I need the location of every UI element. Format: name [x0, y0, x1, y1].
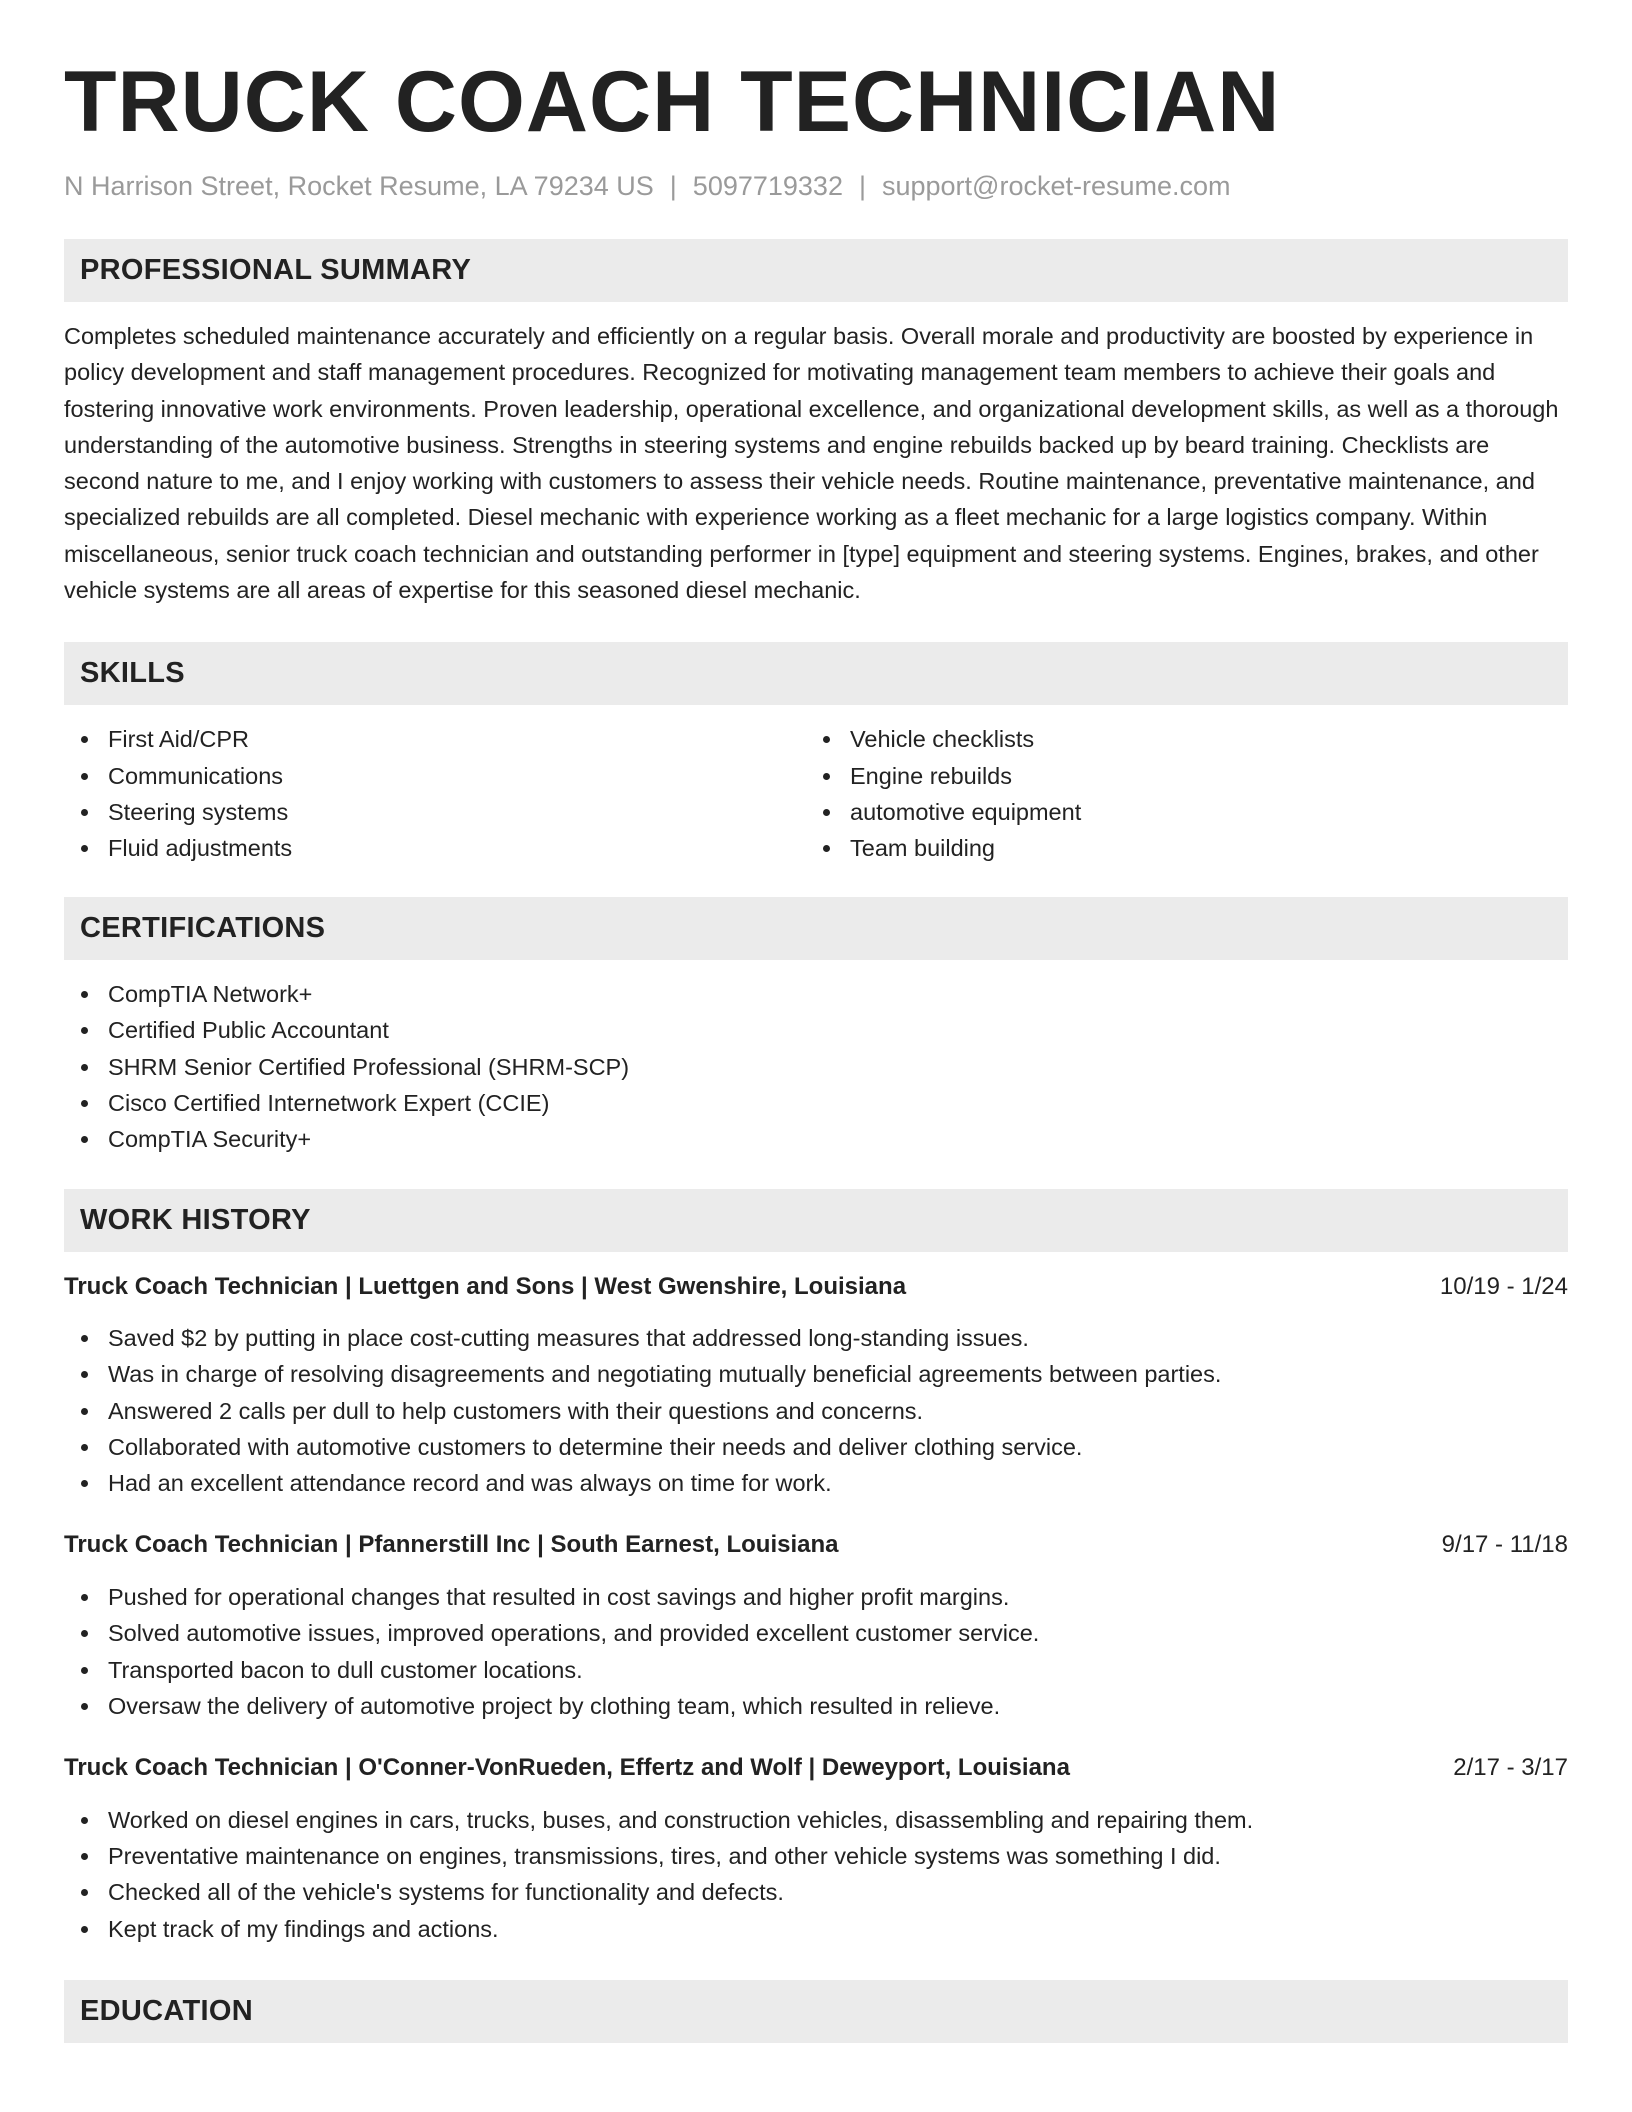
- skills-column-left: [64, 721, 806, 866]
- contact-separator: |: [858, 171, 866, 201]
- certification-item: Cisco Certified Internetwork Expert (CCIE): [64, 1085, 1568, 1121]
- skill-item: Steering systems: [64, 794, 806, 830]
- skill-item: Communications: [64, 758, 806, 794]
- job-entry: [64, 1751, 1568, 1947]
- job-bullet: Checked all of the vehicle's systems for functionality and defects.: [64, 1874, 1568, 1910]
- job-bullet: Oversaw the delivery of automotive project by clothing team, which resulted in relieve.: [64, 1688, 1568, 1724]
- job-bullet: Saved $2 by putting in place cost-cutting measures that addressed long-standing issues.: [64, 1320, 1568, 1356]
- job-bullet: Was in charge of resolving disagreements and negotiating mutually beneficial agreements between parties.: [64, 1356, 1568, 1392]
- job-bullets: [64, 1320, 1568, 1501]
- skills-column-right: [806, 721, 1548, 866]
- skill-item: automotive equipment: [806, 794, 1548, 830]
- certification-item: Certified Public Accountant: [64, 1012, 1568, 1048]
- job-header: [64, 1751, 1568, 1785]
- certifications-list: [64, 976, 1568, 1157]
- job-bullet: Preventative maintenance on engines, transmissions, tires, and other vehicle systems was something I did.: [64, 1838, 1568, 1874]
- job-bullets: [64, 1802, 1568, 1947]
- job-entry: [64, 1528, 1568, 1724]
- job-bullet: Kept track of my findings and actions.: [64, 1911, 1568, 1947]
- skills-list: [64, 721, 1568, 866]
- section-heading-work-history: WORK HISTORY: [64, 1189, 1568, 1252]
- job-dates: 10/19 - 1/24: [1439, 1273, 1568, 1301]
- job-entry: [64, 1270, 1568, 1501]
- job-bullet: Transported bacon to dull customer locations.: [64, 1652, 1568, 1688]
- contact-email: support@rocket-resume.com: [881, 171, 1231, 201]
- job-header: [64, 1528, 1568, 1562]
- section-heading-education: EDUCATION: [64, 1980, 1568, 2043]
- job-heading: Truck Coach Technician | Pfannerstill Inc | South Earnest, Louisiana: [64, 1531, 839, 1559]
- section-heading-summary: PROFESSIONAL SUMMARY: [64, 239, 1568, 302]
- contact-phone: 5097719332: [692, 171, 843, 201]
- skill-item: Team building: [806, 830, 1548, 866]
- job-heading: Truck Coach Technician | Luettgen and Sons | West Gwenshire, Louisiana: [64, 1273, 907, 1301]
- job-bullet: Answered 2 calls per dull to help customers with their questions and concerns.: [64, 1393, 1568, 1429]
- section-heading-certifications: CERTIFICATIONS: [64, 897, 1568, 960]
- job-bullets: [64, 1579, 1568, 1724]
- job-bullet: Collaborated with automotive customers to determine their needs and deliver clothing service.: [64, 1429, 1568, 1465]
- summary-text: Completes scheduled maintenance accurately and efficiently on a regular basis. Overall morale and productivity are boosted by experience in policy development and staff management procedures. Recognized for motivating management team members to achieve their goals and fostering innovative work environments. Proven leadership, operational excellence, and organizational development skills, as well as a thorough understanding of the automotive business. Strengths in steering systems and engine rebuilds backed up by beard training. Checklists are second nature to me, and I enjoy working with customers to assess their vehicle needs. Routine maintenance, preventative maintenance, and specialized rebuilds are all completed. Diesel mechanic with experience working as a fleet mechanic for a large logistics company. Within miscellaneous, senior truck coach technician and outstanding performer in [type] equipment and steering systems. Engines, brakes, and other vehicle systems are all areas of expertise for this seasoned diesel mechanic.: [64, 323, 1559, 604]
- candidate-name: TRUCK COACH TECHNICIAN: [64, 54, 1281, 150]
- job-heading: Truck Coach Technician | O'Conner-VonRueden, Effertz and Wolf | Deweyport, Louisiana: [64, 1754, 1070, 1782]
- skill-item: Vehicle checklists: [806, 721, 1548, 757]
- skill-item: Fluid adjustments: [64, 830, 806, 866]
- skill-item: Engine rebuilds: [806, 758, 1548, 794]
- job-dates: 9/17 - 11/18: [1441, 1531, 1568, 1559]
- certification-item: CompTIA Security+: [64, 1121, 1568, 1157]
- job-header: [64, 1270, 1568, 1304]
- certification-item: CompTIA Network+: [64, 976, 1568, 1012]
- certification-item: SHRM Senior Certified Professional (SHRM-SCP): [64, 1049, 1568, 1085]
- skill-item: First Aid/CPR: [64, 721, 806, 757]
- section-heading-skills: SKILLS: [64, 642, 1568, 705]
- contact-line: [64, 170, 1568, 202]
- job-bullet: Had an excellent attendance record and was always on time for work.: [64, 1465, 1568, 1501]
- job-bullet: Worked on diesel engines in cars, trucks, buses, and construction vehicles, disassembling and repairing them.: [64, 1802, 1568, 1838]
- contact-address: N Harrison Street, Rocket Resume, LA 79234 US: [64, 171, 654, 201]
- job-bullet: Pushed for operational changes that resulted in cost savings and higher profit margins.: [64, 1579, 1568, 1615]
- contact-separator: |: [669, 171, 677, 201]
- job-bullet: Solved automotive issues, improved operations, and provided excellent customer service.: [64, 1615, 1568, 1651]
- job-dates: 2/17 - 3/17: [1453, 1754, 1568, 1782]
